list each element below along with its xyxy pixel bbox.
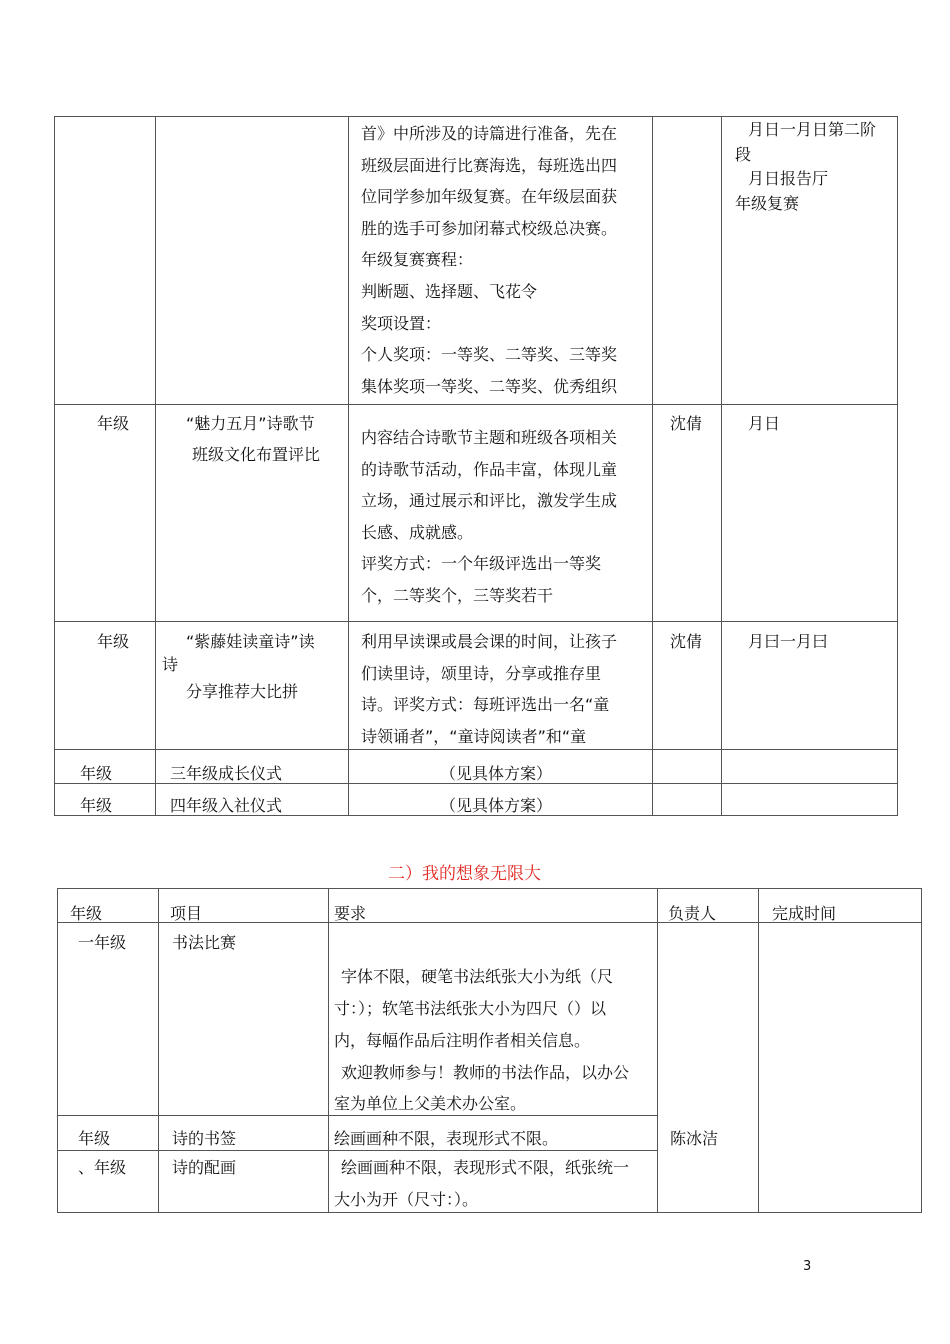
requirement-line: 个，二等奖个，三等奖若干 <box>361 585 554 605</box>
table1-row0-time-line: 月日一月日第二阶 <box>748 120 877 139</box>
table1-border <box>721 116 722 816</box>
requirement-line: 年级复赛赛程： <box>361 250 474 270</box>
table1-row1-owner: 沈倩 <box>670 414 703 433</box>
table1-row3-requirement: （见具体方案） <box>440 764 553 783</box>
table1-row0-requirement <box>361 118 617 402</box>
table1-row1-project: “魅力五月”诗歌节 <box>186 414 315 433</box>
requirement-line: 内，每幅作品后注明作者相关信息。 <box>334 1031 591 1050</box>
requirement-line: 评奖方式：一个年级评选出一等奖 <box>361 554 602 574</box>
table2-row2-project: 诗的书签 <box>172 1129 237 1148</box>
requirement-line: 利用早读课或晨会课的时间，让孩子 <box>361 632 618 651</box>
table1-border <box>652 116 653 816</box>
table2-row1-grade: 一年级 <box>78 933 127 952</box>
table1-row1-grade: 年级 <box>97 414 130 433</box>
table2-border <box>57 888 921 889</box>
requirement-line: 判断题、选择题、飞花令 <box>361 281 538 301</box>
table2-border <box>57 1212 921 1213</box>
requirement-line: 胜的选手可参加闭幕式校级总决赛。 <box>361 218 618 238</box>
table1-row2-time: 月曰一月曰 <box>748 632 829 651</box>
table2-border <box>328 888 329 1213</box>
table2-border <box>758 888 759 1213</box>
requirement-line: 诗领诵者”，“童诗阅读者”和“童 <box>361 726 587 746</box>
table2-row1-project: 书法比赛 <box>172 933 237 952</box>
requirement-line: 长感、成就感。 <box>361 522 474 542</box>
table2-owner: 陈冰洁 <box>670 1129 719 1148</box>
table1-border <box>897 116 898 816</box>
table2-border <box>657 888 658 1213</box>
table2-row2-grade: 年级 <box>78 1129 111 1148</box>
requirement-line: 的诗歌节活动，作品丰富，体现儿童 <box>361 459 618 479</box>
table2-border <box>57 1150 657 1151</box>
table1-row4-grade: 年级 <box>80 796 113 815</box>
table1-border <box>155 116 156 816</box>
table1-row2-grade: 年级 <box>97 632 130 651</box>
table2-header-project: 项目 <box>170 904 203 923</box>
section-title: 二）我的想象无限大 <box>388 864 541 884</box>
table1-row4-requirement: （见具体方案） <box>440 796 553 815</box>
requirement-line: 字体不限，硬笔书法纸张大小为纸（尺 <box>341 967 614 986</box>
requirement-line: 诗。评奖方式：每班评选出一名“童 <box>361 695 610 715</box>
table1-row3-grade: 年级 <box>80 764 113 783</box>
requirement-line: 位同学参加年级复赛。在年级层面获 <box>361 187 618 207</box>
table1-row1-project: 班级文化布置评比 <box>192 445 321 464</box>
table1-row0-time-line: 年级复赛 <box>735 194 800 213</box>
requirement-line: 内容结合诗歌节主题和班级各项相关 <box>361 428 618 447</box>
page-number: 3 <box>803 1259 812 1274</box>
requirement-line: 立场，通过展示和评比，激发学生成 <box>361 491 618 511</box>
table1-row2-owner: 沈倩 <box>670 632 703 651</box>
table1-row3-project: 三年级成长仪式 <box>170 764 283 783</box>
table1-row0-time-line: 月日报告厅 <box>748 169 829 188</box>
table1-border <box>54 621 897 622</box>
table2-border <box>158 888 159 1213</box>
table2-header-time: 完成时间 <box>772 904 837 923</box>
requirement-line: 个人奖项：一等奖、二等奖、三等奖 <box>361 345 618 365</box>
requirement-line: 们读里诗，颂里诗，分享或推存里 <box>361 663 602 683</box>
table1-row2-project: 分享推荐大比拼 <box>186 682 299 701</box>
table1-row1-time: 月日 <box>748 414 781 433</box>
table2-row2-requirement: 绘画画种不限，表现形式不限。 <box>334 1129 559 1148</box>
requirement-line: 欢迎教师参与！教师的书法作品，以办公 <box>341 1063 630 1082</box>
table1-border <box>348 116 349 816</box>
table2-header-requirement: 要求 <box>334 904 367 923</box>
table2-row3-project: 诗的配画 <box>172 1158 237 1177</box>
table1-border <box>54 404 897 405</box>
requirement-line: 集体奖项一等奖、二等奖、优秀组织 <box>361 376 618 396</box>
requirement-line: 大小为开（尺寸：）。 <box>334 1190 479 1209</box>
table1-row2-requirement <box>361 626 617 752</box>
requirement-line: 寸：）；软笔书法纸张大小为四尺（）以 <box>334 999 607 1018</box>
requirement-line: 奖项设置： <box>361 313 442 333</box>
table1-border <box>54 116 55 816</box>
table2-border <box>57 888 58 1213</box>
table1-border <box>54 116 897 117</box>
table2-border <box>57 1115 657 1116</box>
table2-header-owner: 负责人 <box>668 904 717 923</box>
table2-border <box>921 888 922 1213</box>
requirement-line: 绘画画种不限，表现形式不限，纸张统一 <box>341 1158 630 1177</box>
table1-row4-project: 四年级入社仪式 <box>170 796 283 815</box>
table2-header-grade: 年级 <box>70 904 103 923</box>
table1-row2-project: “紫藤娃读童诗”读 <box>186 632 315 651</box>
requirement-line: 班级层面进行比赛海选，每班选出四 <box>361 155 618 175</box>
requirement-line: 首》中所涉及的诗篇进行准备，先在 <box>361 124 618 143</box>
table1-row0-time-line: 段 <box>735 145 752 164</box>
table2-row3-grade: 、年级 <box>78 1158 127 1177</box>
requirement-line: 室为单位上父美术办公室。 <box>334 1094 527 1113</box>
table1-row2-project: 诗 <box>162 655 179 674</box>
table1-row1-requirement <box>361 422 617 612</box>
